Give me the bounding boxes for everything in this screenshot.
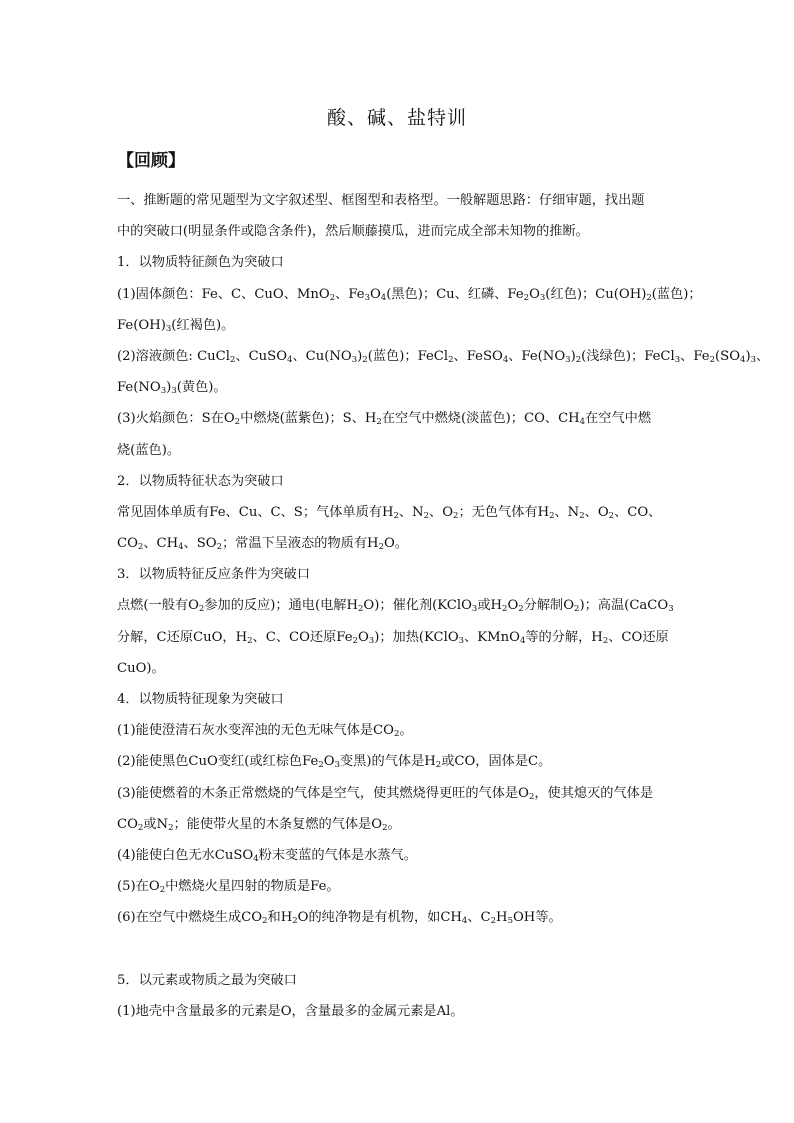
text-line: $Fe(OH)_3$(红褐色)。 <box>117 317 235 334</box>
text-line: 1．以物质特征颜色为突破口 <box>117 255 284 271</box>
text-line: (2)能使黑色CuO变红(或红棕色$Fe_2O_3$变黑)的气体是$H_2$或CO，固体是C。 <box>117 754 552 771</box>
text-line: $Fe(NO_3)_3$(黄色)。 <box>117 380 227 397</box>
text-line: CuO)。 <box>117 660 165 676</box>
text-line: 常见固体单质有Fe、Cu、C、S；气体单质有$H_2$、$N_2$、$O_2$；无色气体有$H_2$、$N_2$、$O_2$、CO、 <box>117 504 662 521</box>
text-line: (6)在空气中燃烧生成$CO_2$和$H_2O$的纯净物是有机物，如$CH_4$、$C_2H_5OH$等。 <box>117 910 562 927</box>
document-body <box>117 185 770 1027</box>
text-line: 分解，C还原CuO，$H_2$、C、CO还原$Fe_2O_3$)；加热(KClO$_3$、KMnO$_4$等的分解，$H_2$、CO还原 <box>117 629 669 646</box>
text-line: 5．以元素或物质之最为突破口 <box>117 972 297 988</box>
text-line: (1)能使澄清石灰水变浑浊的无色无味气体是$CO_2$。 <box>117 723 413 740</box>
section-heading: 【回顾】 <box>117 151 185 171</box>
text-line: (1)地壳中含量最多的元素是O，含量最多的金属元素是Al。 <box>117 1003 464 1019</box>
text-line: (1)固体颜色：Fe、C、CuO、MnO$_2$、$Fe_3O_4$(黑色)；Cu、红磷、$Fe_2O_3$(红色)；$Cu(OH)_2$(蓝色)； <box>117 286 702 303</box>
text-line: $CO_2$、$CH_4$、$SO_2$；常温下呈液态的物质有$H_2O$。 <box>117 536 408 553</box>
text-line: $CO_2$或$N_2$；能使带火星的木条复燃的气体是$O_2$。 <box>117 816 401 833</box>
text-line: 3．以物质特征反应条件为突破口 <box>117 567 311 583</box>
text-line: 烧(蓝色)。 <box>117 442 181 458</box>
text-line: (2)溶液颜色: CuCl$_2$、CuSO$_4$、$Cu(NO_3)_2$(蓝色)；FeCl$_2$、FeSO$_4$、$Fe(NO_3)_2$(浅绿色)；FeCl$_3$、$Fe_2(SO_4)_3$、 <box>117 348 770 365</box>
page-title: 酸、碱、盐特训 <box>326 107 467 129</box>
blank-line <box>117 934 680 965</box>
text-line: 一、推断题的常见题型为文字叙述型、框图型和表格型。一般解题思路：仔细审题，找出题 <box>117 193 645 208</box>
text-line: 中的突破口(明显条件或隐含条件)，然后顺藤摸瓜，进而完成全部未知物的推断。 <box>117 224 589 240</box>
text-line: 4．以物质特征现象为突破口 <box>117 692 284 707</box>
text-line: (3)火焰颜色：S在$O_2$中燃烧(蓝紫色)；S、$H_2$在空气中燃烧(淡蓝色)；CO、$CH_4$在空气中燃 <box>117 411 652 428</box>
text-line: (5)在$O_2$中燃烧火星四射的物质是Fe。 <box>117 879 340 896</box>
text-line: (4)能使白色无水CuSO$_4$粉末变蓝的气体是水蒸气。 <box>117 847 417 864</box>
text-line: 2．以物质特征状态为突破口 <box>117 473 284 489</box>
text-line: (3)能使燃着的木条正常燃烧的气体是空气，使其燃烧得更旺的气体是$O_2$，使其熄灭的气体是 <box>117 785 654 802</box>
text-line: 点燃(一般有$O_2$参加的反应)；通电(电解$H_2O$)；催化剂(KClO$_3$或$H_2O_2$分解制$O_2$)；高温(CaCO$_3$ <box>117 598 674 615</box>
